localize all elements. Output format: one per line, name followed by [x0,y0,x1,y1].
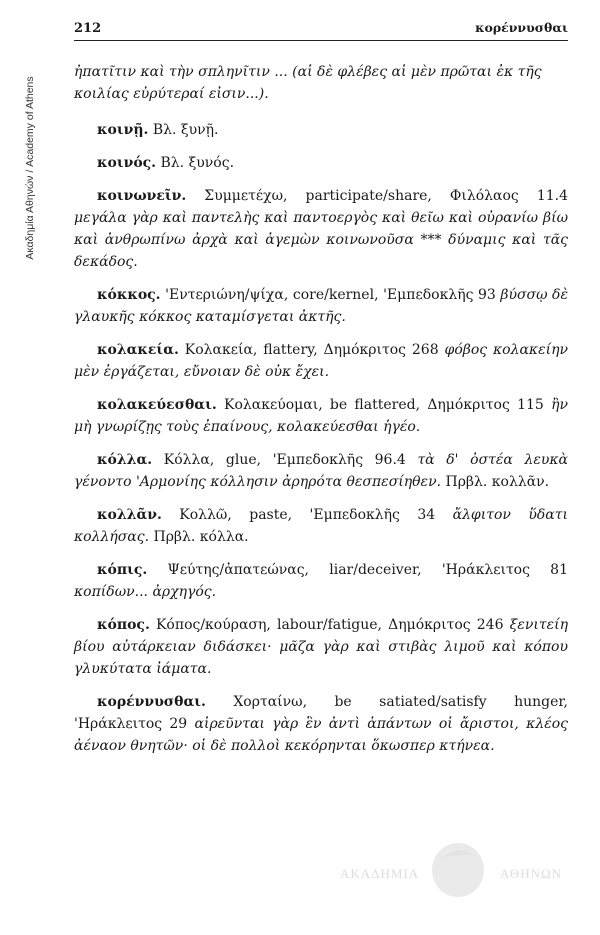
page-body [74,61,568,757]
entry-headword: κοινός. [97,155,157,171]
entry-tail: Πρβλ. κολλᾶν. [441,474,550,490]
entry-definition: Κόπος/κούραση, labour/fatigue, Δημόκριτος 246 [149,617,510,633]
entry-quote: ξενιτείη βίου αὐτάρκειαν διδάσκει· μᾶζα γὰρ καὶ στιβὰς λιμοῦ καὶ κόπου γλυκύτατα ἰάματα. [74,617,568,677]
entry-kopos [74,614,568,680]
entry-quote: μεγάλα γὰρ καὶ παντελὴς καὶ παντοεργὸς καὶ θεῖω καὶ οὐρανίω βίω καὶ ἀνθρωπίνω ἀρχὰ καὶ ἁγεμὼν κοινωνοῦσα *** δύναμις καὶ τᾶς δεκάδος. [74,210,568,270]
entry-koine [74,119,568,141]
archive-side-note-text: Ακαδημία Αθηνών / Academy of Athens [24,76,36,260]
entry-kolla [74,449,568,493]
entry-headword: κολακεύεσθαι. [97,397,217,413]
entry-headword: κόκκος. [97,287,161,303]
running-head: κορέννυσθαι [475,20,568,35]
entry-headword: κόπις. [97,562,148,578]
page-number: 212 [74,21,102,36]
entry-korennysthai [74,691,568,757]
academy-watermark [340,840,575,900]
entry-quote: φόβος κολακείην μὲν ἐργάζεται, εὔνοιαν δὲ οὐκ ἔχει. [74,342,569,380]
entry-headword: κόπος. [97,617,150,633]
watermark-right-text: ΑΘΗΝΩΝ [500,866,563,881]
entry-quote: αἱρεῦνται γὰρ ἓν ἀντὶ ἁπάντων οἱ ἄριστοι, κλέος ἀέναον θνητῶν· οἱ δὲ πολλοὶ κεκόρηνται ὅκωσπερ κτήνεα. [74,716,568,754]
entry-quote: τὰ δ' ὀστέα λευκὰ γένοντο 'Αρμονίης κόλλησιν ἀρηρότα θεσπεσίηθεν. [74,452,568,490]
entry-headword: κολλᾶν. [97,507,162,523]
entry-definition: Κολακεία, flattery, Δημόκριτος 268 [178,342,445,358]
entry-headword: κόλλα. [97,452,153,468]
entry-definition: Χορταίνω, be satiated/satisfy hunger, 'Ηράκλειτος 29 [74,694,568,732]
entry-definition: Κολλῶ, paste, 'Εμπεδοκλῆς 34 [161,507,453,523]
entry-kolakeuesthai [74,394,568,438]
entry-definition: Κολακεύομαι, be flattered, Δημόκριτος 115 [216,397,552,413]
entry-definition: Ψεύτης/ἀπατεώνας, liar/deceiver, 'Ηράκλειτος 81 [147,562,568,578]
entry-definition: Κόλλα, glue, 'Εμπεδοκλῆς 96.4 [152,452,418,468]
entry-kopis [74,559,568,603]
entry-tail: Πρβλ. κόλλα. [149,529,249,545]
entry-koinonein [74,185,568,273]
entry-koinos [74,152,568,174]
archive-side-note [20,48,40,288]
watermark-left-text: ΑΚΑΔΗΜΙΑ [340,866,420,881]
entry-headword: κολακεία. [97,342,179,358]
entry-definition: Συμμετέχω, participate/share, Φιλόλαος 11.4 [186,188,568,204]
entry-definition: Βλ. ξυνός. [156,155,235,171]
entry-headword: κοινωνεῖν. [97,188,187,204]
book-page [74,20,568,920]
entry-kokkos [74,284,568,328]
entry-quote: ἄλφιτον ὕδατι κολλήσας. [74,507,568,545]
entry-quote: βύσσῳ δὲ γλαυκῆς κόκκος καταμίσγεται ἀκτῆς. [74,287,568,325]
entry-quote: κοπίδων... ἀρχηγός. [74,584,217,600]
page-header [74,20,568,41]
entry-definition: Βλ. ξυνῇ. [148,122,219,138]
entry-quote: ἢν μὴ γνωρίζῃς τοὺς ἐπαίνους, κολακεύεσθαι ἡγέο. [74,397,568,435]
entry-headword: κορέννυσθαι. [97,694,206,710]
entry-kolakeia [74,339,568,383]
entry-headword: κοινῇ. [97,122,149,138]
continuation-text: ἠπατῖτιν καὶ τὴν σπληνῖτιν ... (αἱ δὲ φλέβες αἱ μὲν πρῶται ἐκ τῆς κοιλίας εὐρύτεραί εἰσιν...). [74,64,542,102]
entry-definition: 'Εντεριώνη/ψίχα, core/kernel, 'Εμπεδοκλῆς 93 [160,287,501,303]
entry-kollan [74,504,568,548]
watermark-emblem [340,840,575,900]
